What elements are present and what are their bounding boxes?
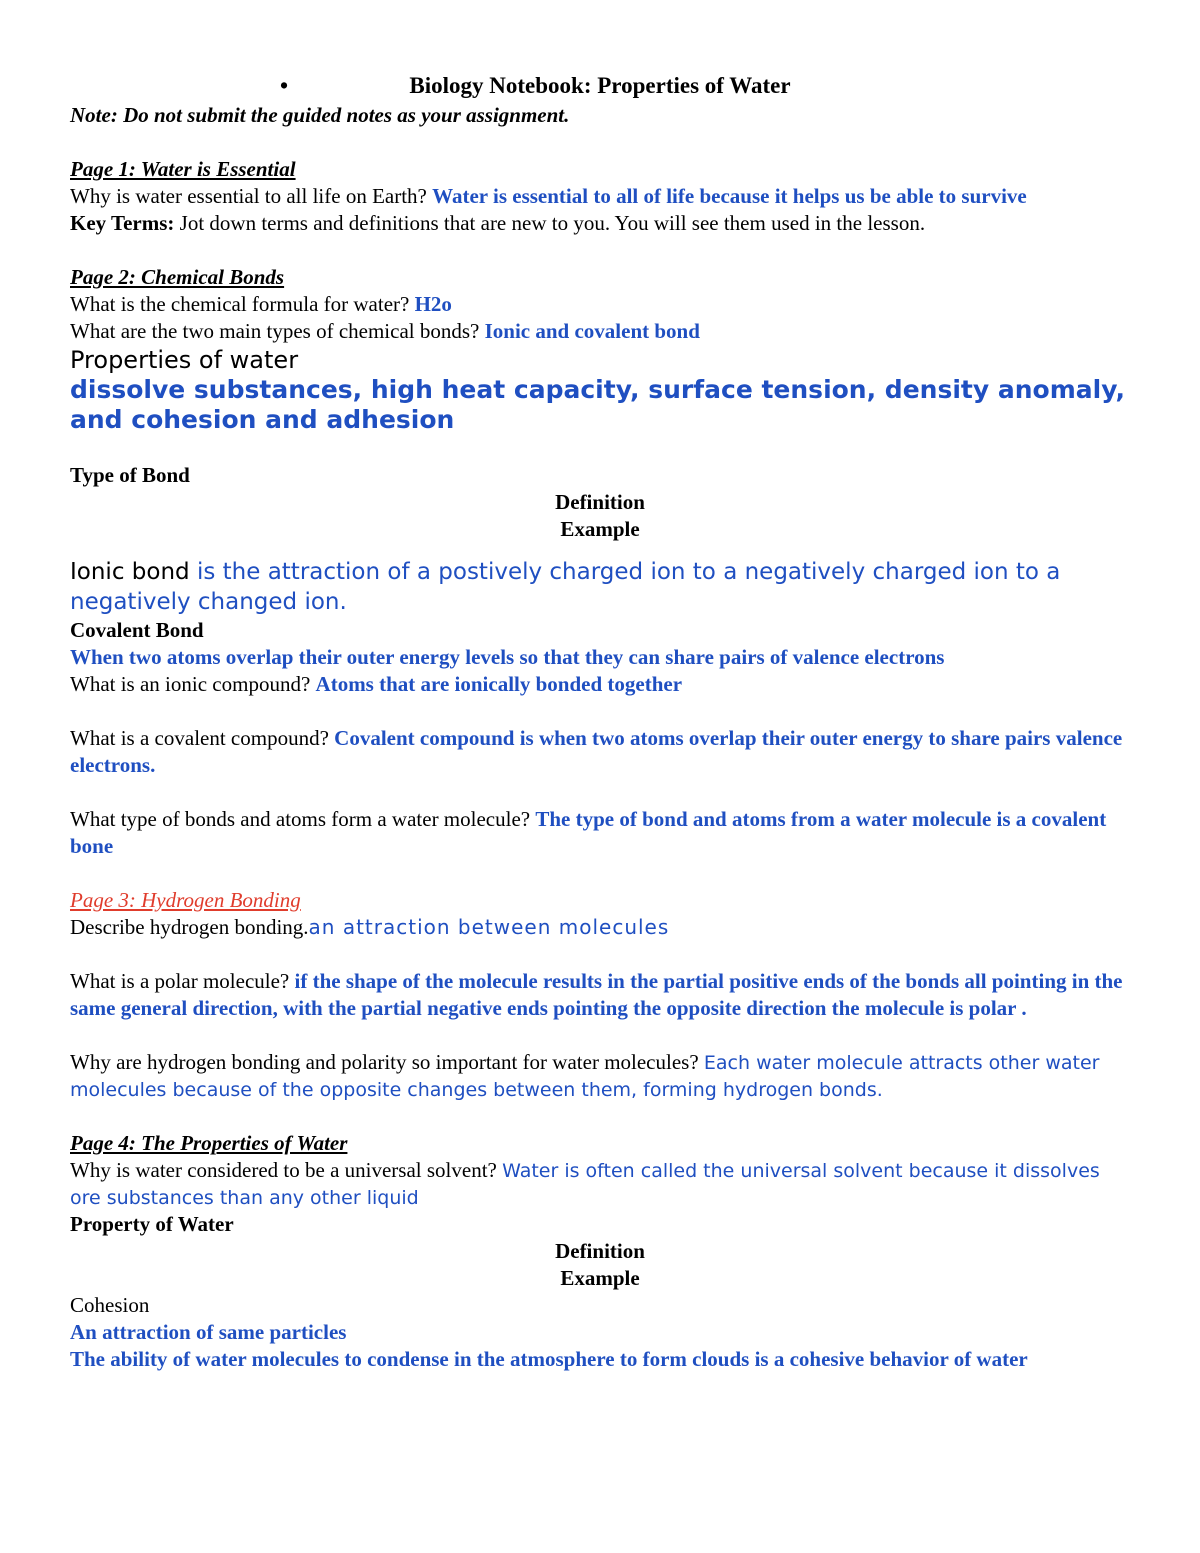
property-table-col-property: Property of Water	[70, 1212, 234, 1236]
ionic-bond-term: Ionic bond	[70, 559, 190, 585]
bond-table-col-definition: Definition	[555, 490, 645, 514]
cohesion-definition: An attraction of same particles	[70, 1320, 347, 1344]
bond-table-col-type: Type of Bond	[70, 463, 190, 487]
page2-q4-paragraph	[70, 725, 1130, 779]
page2-question-4: What is a covalent compound?	[70, 726, 335, 750]
page4-q1-paragraph	[70, 1157, 1130, 1211]
page2-answer-2: Ionic and covalent bond	[484, 319, 700, 343]
bond-table-col-example: Example	[560, 517, 640, 541]
page2-question-1: What is the chemical formula for water?	[70, 292, 415, 316]
page3-heading: Page 3: Hydrogen Bonding	[70, 888, 301, 912]
page2-question-3: What is an ionic compound?	[70, 672, 316, 696]
cohesion-term: Cohesion	[70, 1293, 150, 1317]
page3-question-1: Describe hydrogen bonding.	[70, 915, 309, 939]
title-line	[70, 70, 1130, 102]
key-terms-paragraph	[70, 210, 1130, 237]
page1-q1-paragraph	[70, 183, 1130, 210]
page3-answer-2: if the shape of the molecule results in the partial positive ends of the bonds all pointing in the same general direction, with the partial negative ends pointing the opposite direction the molecule is polar .	[70, 969, 1123, 1020]
key-terms-label: Key Terms:	[70, 211, 175, 235]
property-table-col-example: Example	[560, 1266, 640, 1290]
document-page	[70, 70, 1130, 1373]
page3-q2-paragraph	[70, 968, 1130, 1022]
page4-answer-1: Water is often called the universal solvent because it dissolves ore substances than any other liquid	[70, 1160, 1100, 1209]
page2-q2-paragraph	[70, 318, 1130, 345]
page1-heading: Page 1: Water is Essential	[70, 157, 296, 181]
page2-question-5: What type of bonds and atoms form a water molecule?	[70, 807, 536, 831]
bullet-icon: •	[280, 73, 289, 98]
ionic-bond-definition: is the attraction of a postively charged ion to a negatively charged ion to a negatively changed ion.	[70, 559, 1061, 615]
page2-q1-paragraph	[70, 291, 1130, 318]
cohesion-example: The ability of water molecules to condense in the atmosphere to form clouds is a cohesive behavior of water	[70, 1347, 1028, 1371]
page3-q3-paragraph	[70, 1049, 1130, 1103]
page3-question-2: What is a polar molecule?	[70, 969, 295, 993]
page2-q5-paragraph	[70, 806, 1130, 860]
page2-question-2: What are the two main types of chemical bonds?	[70, 319, 485, 343]
page3-question-3: Why are hydrogen bonding and polarity so important for water molecules?	[70, 1050, 704, 1074]
ionic-bond-row	[70, 557, 1130, 617]
document-title: Biology Notebook: Properties of Water	[409, 73, 791, 98]
page2-answer-1: H2o	[414, 292, 452, 316]
key-terms-text: Jot down terms and definitions that are new to you. You will see them used in the lesson.	[174, 211, 926, 235]
page3-q1-paragraph	[70, 914, 1130, 941]
properties-answer: dissolve substances, high heat capacity, surface tension, density anomaly, and cohesion and adhesion	[70, 375, 1126, 434]
page2-answer-3: Atoms that are ionically bonded together	[315, 672, 683, 696]
properties-label: Properties of water	[70, 346, 299, 374]
property-table-col-definition: Definition	[555, 1239, 645, 1263]
page2-answer-5: The type of bond and atoms from a water molecule is a covalent bone	[70, 807, 1107, 858]
page1-question-1: Why is water essential to all life on Earth?	[70, 184, 433, 208]
page4-heading: Page 4: The Properties of Water	[70, 1131, 348, 1155]
page3-answer-1: an attraction between molecules	[308, 915, 670, 939]
page2-answer-4: Covalent compound is when two atoms overlap their outer energy to share pairs valence electrons.	[70, 726, 1123, 777]
covalent-bond-term: Covalent Bond	[70, 618, 204, 642]
page2-heading: Page 2: Chemical Bonds	[70, 265, 285, 289]
covalent-bond-definition: When two atoms overlap their outer energy levels so that they can share pairs of valence electrons	[70, 645, 945, 669]
page4-question-1: Why is water considered to be a universal solvent?	[70, 1158, 503, 1182]
note-text: Note: Do not submit the guided notes as your assignment.	[70, 103, 570, 127]
page2-q3-paragraph	[70, 671, 1130, 698]
page3-answer-3: Each water molecule attracts other water molecules because of the opposite changes between them, forming hydrogen bonds.	[70, 1052, 1100, 1101]
page1-answer-1: Water is essential to all of life because it helps us be able to survive	[432, 184, 1027, 208]
